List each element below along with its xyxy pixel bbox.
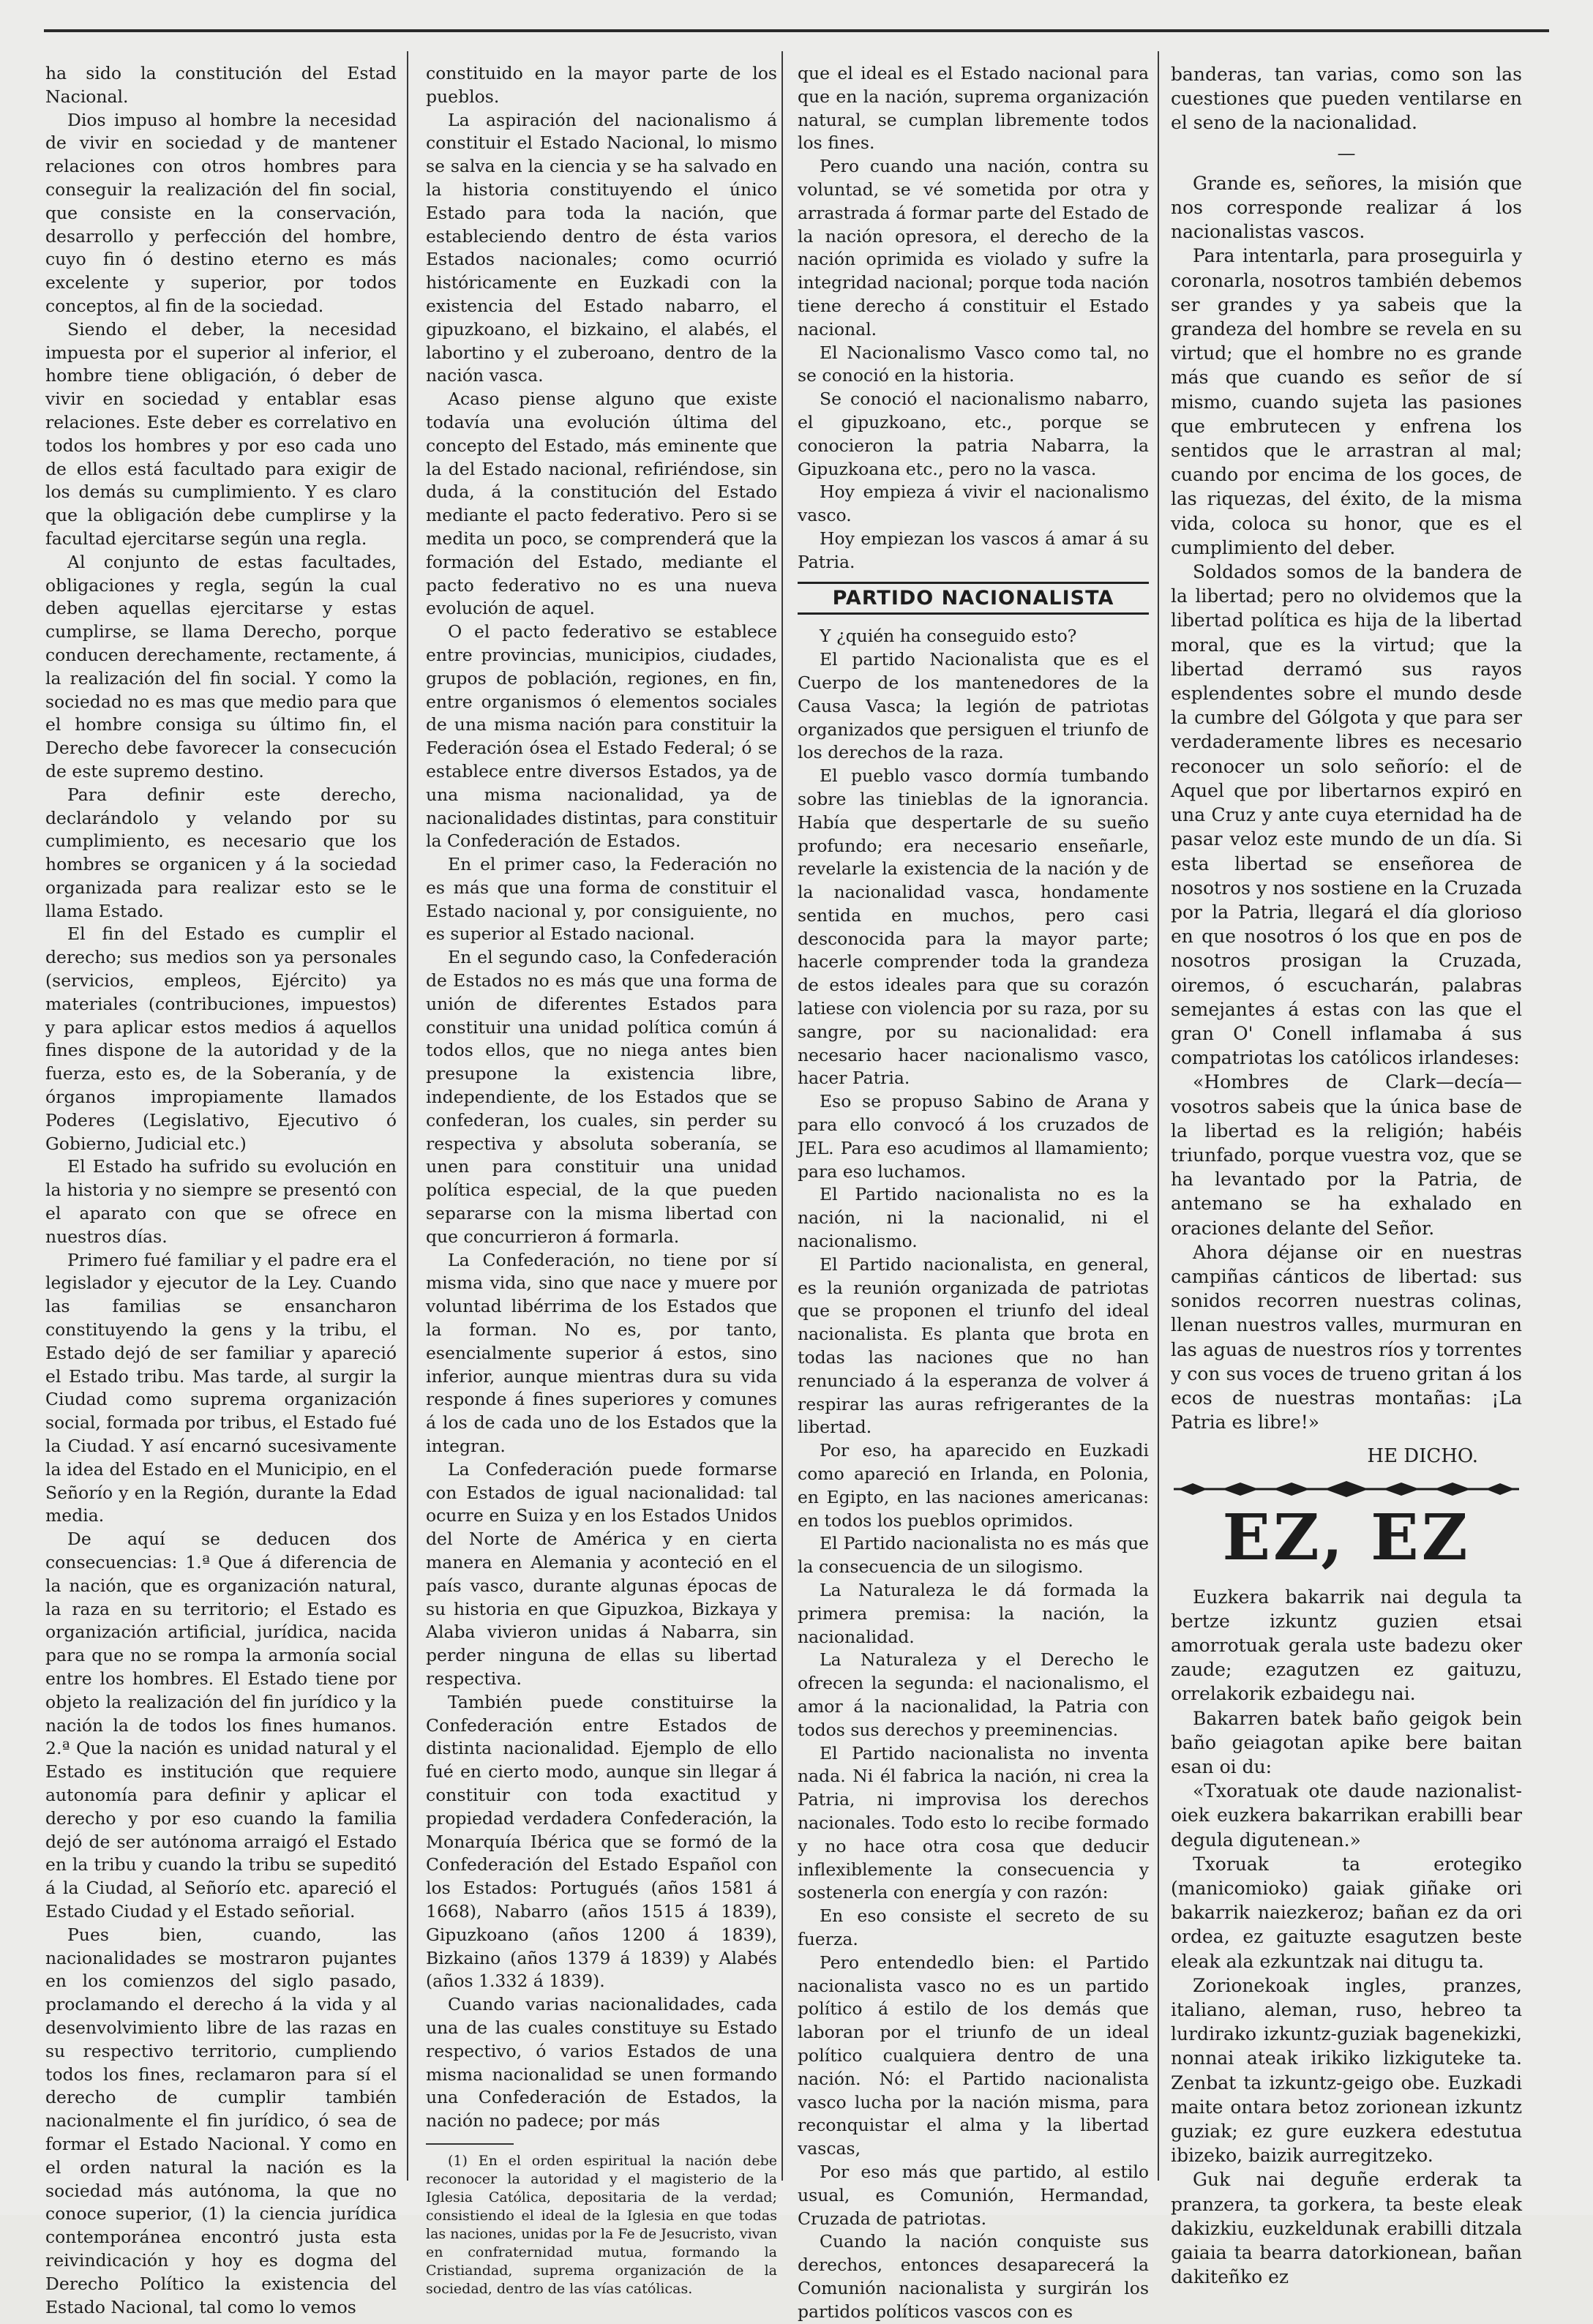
paragraph: Acaso piense alguno que existe todavía una evolución última del concepto del Estado, más eminente que la del Estado nacional, refiriéndose, sin duda, á la constitución del Estado mediante el pacto federativo. Pero si se medita un poco, se comprenderá que la formación del Estado, mediante el pacto federativo no es una nueva evolución de aquel. [426, 389, 777, 619]
paragraph: Se conoció el nacionalismo nabarro, el gipuzkoano, etc., porque se conocieron la patria Nabarra, la Gipuzkoana etc., pero no la vasca. [798, 389, 1149, 479]
paragraph: El Partido nacionalista no inventa nada. Ni él fabrica la nación, ni crea la Patria, ni improvisa los derechos nacionales. Todo esto lo recibe formado y no hace otra cosa que deducir inflexiblemente la consecuencia y sostenerla con energía y con razón: [798, 1742, 1149, 1903]
paragraph: Para definir este derecho, declarándolo y velando por su cumplimiento, es necesario que los hombres se organicen y á la sociedad organizada para realizar esto se le llama Estado. [45, 784, 397, 921]
footnote-rule [426, 2143, 514, 2145]
paragraph: El Partido nacionalista no es la nación, ni la nacionalid, ni el nacionalismo. [798, 1184, 1149, 1252]
signature: HE DICHO. [1367, 1445, 1478, 1468]
paragraph: «Hombres de Clark—decía—vosotros sabeis que la única base de la libertad es la religión; habéis triunfado, porque vuestra voz, que se ha levantado por la Patria, de antemano se ha exhalado en oraciones delante del Señor. [1171, 1071, 1522, 1239]
paragraph: Al conjunto de estas facultades, obligaciones y regla, según la cual deben aquellas ejercitarse y estas cumplirse, se llama Derecho, porque conducen derechamente, rectamente, á la realización del fin social. Y como la sociedad no es mas que medio para que el hombre consiga su último fin, el Derecho debe favorecer la consecución de este supremo destino. [45, 551, 397, 781]
footnote: (1) En el orden espiritual la nación debe reconocer la autoridad y el magisterio de la Iglesia Católica, depositaria de la verdad; consistiendo el ideal de la Iglesia en que todas las naciones, unidas por la Fe de Jesucristo, vivan en confraternidad mutua, formando la Cristiandad, suprema organización de la sociedad, dentro de las vías católicas. [426, 2152, 777, 2297]
paragraph: Hoy empieza á vivir el nacionalismo vasco. [798, 481, 1149, 526]
paragraph: También puede constituirse la Confederación entre Estados de distinta nacionalidad. Ejemplo de ello fué en cierto modo, aunque sin llegar á constituir con toda exactitud y propiedad verdadera Confederación, la Monarquía Ibérica que se formó de la Confederación del Estado Español con los Estados: Portugués (años 1581 á 1668), Nabarro (años 1515 á 1839), Gipuzkoano (años 1200 á 1839), Bizkaino (años 1379 á 1839) y Alabés (años 1.332 á 1839). [426, 1691, 777, 1992]
section-separator: — [1337, 142, 1356, 164]
paragraph: La Confederación, no tiene por sí misma vida, sino que nace y muere por voluntad libérrima de los Estados que la forman. No es, por tanto, esencialmente superior á estos, sino inferior, aunque mientras dura su vida responde á fines superiores y comunes á los de cada uno de los Estados que la integran. [426, 1249, 777, 1457]
paragraph: La Confederación puede formarse con Estados de igual nacionalidad: tal ocurre en Suiza y en los Estados Unidos del Norte de América y en cierta manera en Alemania y aconteció en el país vasco, durante algunas épocas de su historia en que Gipuzkoa, Bizkaya y Alaba vivieron unidas á Nabarra, sin perder ninguna de ellas su libertad respectiva. [426, 1458, 777, 1689]
column-divider [407, 51, 408, 2181]
column-3 [798, 62, 1149, 2322]
article-title: EZ, EZ [1222, 1500, 1471, 1575]
paragraph: El Estado ha sufrido su evolución en la historia y no siempre se presentó con el aparato con que se ofrece en nuestros días. [45, 1156, 397, 1247]
paragraph: En eso consiste el secreto de su fuerza. [798, 1905, 1149, 1949]
paragraph: El fin del Estado es cumplir el derecho; sus medios son ya personales (servicios, empleos, Ejército) ya materiales (contribuciones, impuestos) y para aplicar estos medios á aquellos fines dispone de la autoridad y de la fuerza, esto es, de la Soberanía, y de órganos impropiamente llamados Poderes (Legislativo, Ejecutivo ó Gobierno, Judicial etc.) [45, 923, 397, 1154]
column-4 [1171, 62, 1522, 2288]
paragraph: Ahora déjanse oir en nuestras campiñas cánticos de libertad: sus sonidos recorren nuestras colinas, llenan nuestros valles, murmuran en las aguas de nuestros ríos y torrentes y con sus voces de trueno gritan á los ecos de nuestras montañas: ¡La Patria es libre!» [1171, 1241, 1522, 1433]
paragraph: Por eso, ha aparecido en Euzkadi como apareció en Irlanda, en Polonia, en Egipto, en las naciones americanas: en todos los pueblos oprimidos. [798, 1440, 1149, 1531]
paragraph: Zorionekoak ingles, pranzes, italiano, aleman, ruso, hebreo ta lurdirako izkuntz-guziak bagenekizki, nonnai ateak irikiko lizkiguteke ta. Zenbat ta izkuntz-geigo obe. Euzkadi maite ontara betoz zorionean izkuntz guziak; ez gure euzkera edestutua ibizeko, baizik aurregitzeko. [1171, 1974, 1522, 2167]
paragraph: Pero cuando una nación, contra su voluntad, se vé sometida por otra y arrastrada á formar parte del Estado de la nación opresora, el derecho de la nación oprimida es violado y sufre la integridad nacional; porque toda nación tiene derecho á constituir el Estado nacional. [798, 156, 1149, 340]
ornament-divider-icon [1171, 1477, 1522, 1502]
paragraph: El partido Nacionalista que es el Cuerpo de los mantenedores de la Causa Vasca; la legión de patriotas organizados que persiguen el triunfo de los derechos de la raza. [798, 649, 1149, 763]
paragraph: Cuando la nación conquiste sus derechos, entonces desaparecerá la Comunión nacionalista y surgirán los partidos políticos vascos con es [798, 2231, 1149, 2322]
paragraph: El Partido nacionalista, en general, es la reunión organizada de patriotas que se proponen el triunfo del ideal nacionalista. Es planta que brota en todas las naciones que no han renunciado á la esperanza de volver á respirar las auras refrigerantes de la libertad. [798, 1253, 1149, 1438]
paragraph: La Naturaleza le dá formada la primera premisa: la nación, la nacionalidad. [798, 1580, 1149, 1647]
paragraph: O el pacto federativo se establece entre provincias, municipios, ciudades, grupos de población, regiones, en fin, entre organismos ó elementos sociales de una misma nación para constituir la Federación ósea el Estado Federal; ó se establece entre diversos Estados, ya de una misma nacionalidad, ya de nacionalidades distintas, para constituir la Confederación de Estados. [426, 621, 777, 852]
paragraph: constituido en la mayor parte de los pueblos. [426, 63, 777, 107]
column-2 [426, 62, 777, 2297]
paragraph: Eso se propuso Sabino de Arana y para ello convocó á los cruzados de JEL. Para eso acudimos al llamamiento; para eso luchamos. [798, 1091, 1149, 1182]
top-rule [44, 29, 1549, 32]
paragraph: Pues bien, cuando, las nacionalidades se mostraron pujantes en los comienzos del siglo pasado, proclamando el derecho á la vida y al desenvolvimiento libre de las razas en su respectivo territorio, cumpliendo todos los fines, reclamaron para sí el derecho de cumplir también nacionalmente el fin jurídico, ó sea de formar el Estado Nacional. Y como en el orden natural la nación es la sociedad más autónoma, la que no conoce superior, (1) la ciencia jurídica contemporánea encontró justa esta reivindicación y hoy es dogma del Derecho Político la existencia del Estado Nacional, tal como lo vemos [45, 1924, 397, 2317]
paragraph: Pero entendedlo bien: el Partido nacionalista vasco no es un partido político á estilo de los demás que laboran por el triunfo de un ideal político cualquiera dentro de una nación. Nó: el Partido nacionalista vasco lucha por la nación misma, para reconquistar el alma y la libertad vascas, [798, 1952, 1149, 2159]
column-divider [781, 51, 783, 2181]
paragraph: Guk nai deguñe erderak ta pranzera, ta gorkera, ta beste eleak dakizkiu, euzkeldunak erabilli ditzala gaiaia ta bearra datorkionean, bañan dakiteñko ez [1171, 2169, 1522, 2288]
paragraph: Y ¿quién ha conseguido esto? [820, 626, 1077, 647]
paragraph: Grande es, señores, la misión que nos corresponde realizar á los nacionalistas vascos. [1171, 172, 1522, 243]
paragraph: El pueblo vasco dormía tumbando sobre las tinieblas de la ignorancia. Había que despertarle de su sueño profundo; era necesario enseñarle, revelarle la existencia de la nación y de la nacionalidad vasca, hondamente sentida en muchos, pero casi desconocida para la mayor parte; hacerle comprender toda la grandeza de estos ideales para que su corazón latiese con violencia por su raza, por su sangre, por su nacionalidad: era necesario hacer nacionalismo vasco, hacer Patria. [798, 765, 1149, 1089]
section-heading: PARTIDO NACIONALISTA [798, 582, 1149, 615]
paragraph: Primero fué familiar y el padre era el legislador y ejecutor de la Ley. Cuando las familias se ensancharon constituyendo la gens y la tribu, el Estado dejó de ser familiar y apareció el Estado tribu. Mas tarde, al surgir la Ciudad como suprema organización social, formada por tribus, el Estado fué la Ciudad. Y así encarnó sucesivamente la idea del Estado en el Municipio, en el Señorío y en la Región, durante la Edad media. [45, 1249, 397, 1526]
paragraph: «Txoratuak ote daude nazionalist-oiek euzkera bakarrikan erabilli bear degula digutenean.» [1171, 1780, 1522, 1851]
paragraph: Para intentarla, para proseguirla y coronarla, nosotros también debemos ser grandes y ya sabeis que la grandeza del hombre se revela en su virtud; que el hombre no es grande más que cuando es señor de sí mismo, cuando sujeta las pasiones que embrutecen y enfrena los sentidos que le arrastran al mal; cuando por encima de los goces, de las riquezas, del éxito, de la misma vida, coloca su honor, que es el cumplimiento del deber. [1171, 245, 1522, 558]
paragraph: El Nacionalismo Vasco como tal, no se conoció en la historia. [798, 342, 1149, 386]
paragraph: Euzkera bakarrik nai degula ta bertze izkuntz guzien etsai amorrotuak gerala uste badezu oker zaude; ezagutzen ez gaituzu, orrelakorik ezbaidegu nai. [1171, 1586, 1522, 1705]
paragraph: La Naturaleza y el Derecho le ofrecen la segunda: el nacionalismo, el amor á la nacionalidad, la Patria con todos sus derechos y preeminencias. [798, 1649, 1149, 1740]
paragraph: Cuando varias nacionalidades, cada una de las cuales constituye su Estado respectivo, ó varios Estados de una misma nacionalidad se unen formando una Confederación de Estados, la nación no padece; por más [426, 1994, 777, 2132]
paragraph: que el ideal es el Estado nacional para que en la nación, suprema organización natural, se cumplan libremente todos los fines. [798, 63, 1149, 154]
paragraph: De aquí se deducen dos consecuencias: 1.ª Que á diferencia de la nación, que es organización natural, la raza en su territorio; el Estado es organización artificial, jurídica, nacida para que no se rompa la armonía social entre los hombres. El Estado tiene por objeto la realización del fin jurídico y la nación la de todos los fines humanos. 2.ª Que la nación es unidad natural y el Estado es institución que requiere autonomía para definir y aplicar el derecho y por eso cuando la familia dejó de ser autónoma arraigó el Estado en la tribu y cuando la tribu se supeditó á la Ciudad, al Señorío etc. apareció el Estado Ciudad y el Estado señorial. [45, 1529, 397, 1922]
paragraph: Soldados somos de la bandera de la libertad; pero no olvidemos que la libertad política es hija de la libertad moral, que es la virtud; que la libertad derramó sus rayos esplendentes sobre el mundo desde la cumbre del Gólgota y que para ser verdaderamente libres es necesario reconocer un solo señorío: el de Aquel que por libertarnos expiró en una Cruz y ante cuya eternidad ha de pasar veloz este mundo de un día. Si esta libertad se enseñorea de nosotros y nos sostiene en la Cruzada por la Patria, llegará el día glorioso en que nosotros ó los que en pos de nosotros prosigan la Cruzada, oiremos, ó escucharán, palabras semejantes á estas con las que el gran O' Conell inflamaba á sus compatriotas los católicos irlandeses: [1171, 561, 1522, 1069]
paragraph: banderas, tan varias, como son las cuestiones que pueden ventilarse en el seno de la nacionalidad. [1171, 64, 1522, 134]
column-divider [1158, 51, 1159, 2181]
paragraph: Por eso más que partido, al estilo usual, es Comunión, Hermandad, Cruzada de patriotas. [798, 2161, 1149, 2229]
paragraph: El Partido nacionalista no es más que la consecuencia de un silogismo. [798, 1533, 1149, 1578]
paragraph: Dios impuso al hombre la necesidad de vivir en sociedad y de mantener relaciones con otros hombres para conseguir la realización del fin social, que consiste en la conservación, desarrollo y perfección del hombre, cuyo fin ó destino eterno es más excelente y superior, por todos conceptos, al fin de la sociedad. [45, 109, 397, 316]
paragraph: Siendo el deber, la necesidad impuesta por el superior al inferior, el hombre tiene obligación, ó deber de vivir en sociedad y entablar esas relaciones. Este deber es correlativo en todos los hombres y por eso cada uno de ellos está facultado para exigir de los demás su cumplimiento. Y es claro que la obligación debe cumplirse y la facultad ejercitarse según una regla. [45, 318, 397, 549]
paragraph: ha sido la constitución del Estad Nacional. [45, 63, 397, 107]
paragraph: Hoy empiezan los vascos á amar á su Patria. [798, 528, 1149, 572]
paragraph: En el primer caso, la Federación no es más que una forma de constituir el Estado nacional y, por consiguiente, no es superior al Estado nacional. [426, 854, 777, 945]
column-1 [45, 62, 397, 2317]
paragraph: Bakarren batek baño geigok bein baño geiagotan apike bere baitan esan oi du: [1171, 1707, 1522, 1777]
paragraph: En el segundo caso, la Confederación de Estados no es más que una forma de unión de diferentes Estados para constituir una unidad política común á todos ellos, que no niega antes bien presupone la existencia libre, independiente, de los Estados que se confederan, los cuales, sin perder su respectiva y absoluta soberanía, se unen para constituir una unidad política especial, de la que pueden separarse con la misma libertad con que concurrieron á formarla. [426, 947, 777, 1247]
paragraph: Txoruak ta erotegiko (manicomioko) gaiak giñake ori bakarrik naiezkeroz; bañan ez da ori ordea, ez gaituzte esagutzen beste eleak ala ezkuntzak nai ditugu ta. [1171, 1853, 1522, 1972]
paragraph: La aspiración del nacionalismo á constituir el Estado Nacional, lo mismo se salva en la ciencia y se ha salvado en la historia constituyendo el único Estado para toda la nación, que estableciendo dentro de ésta varios Estados nacionales; como ocurrió históricamente en Euzkadi con la existencia del Estado nabarro, el gipuzkoano, el bizkaino, el alabés, el labortino y el zuberoano, dentro de la nación vasca. [426, 109, 777, 386]
